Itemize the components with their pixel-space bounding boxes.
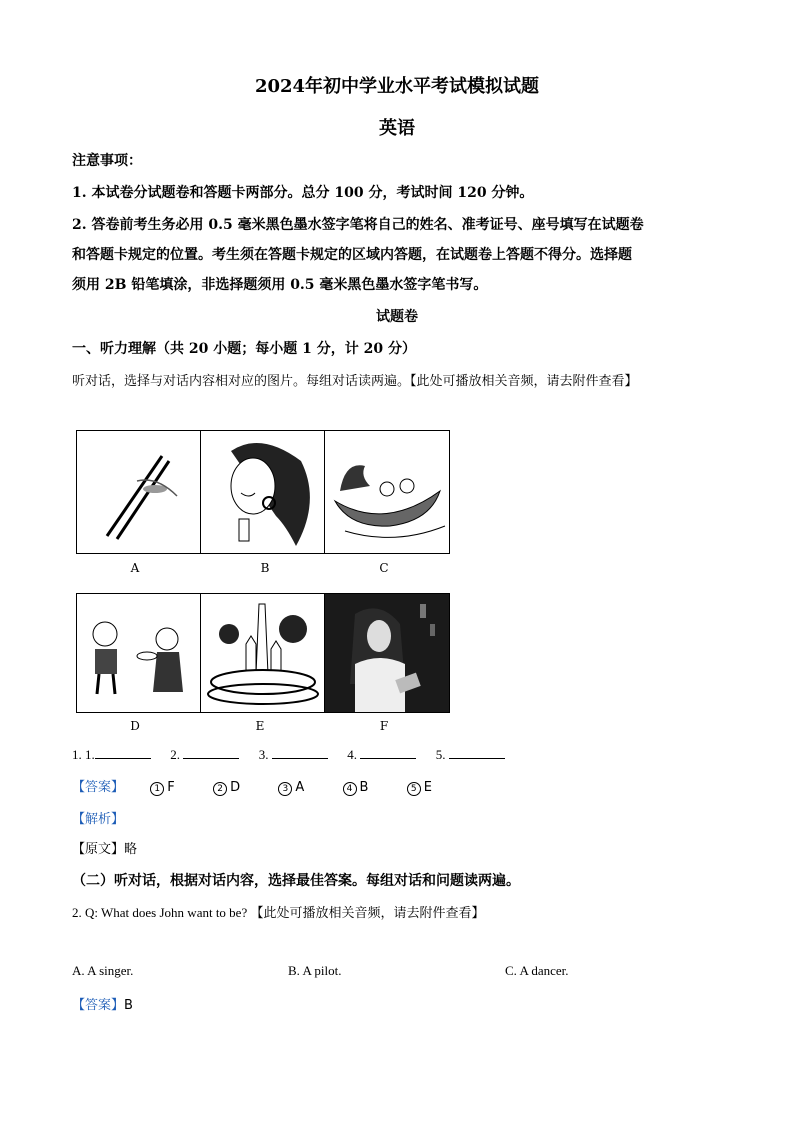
blank-4[interactable]: [360, 746, 416, 759]
notice-heading: 注意事项：: [72, 153, 142, 169]
page-title: 2024年初中学业水平考试模拟试题: [254, 76, 540, 97]
picture-chopsticks: [77, 431, 201, 553]
blank-label-1: 1. 1.: [72, 747, 95, 762]
part2-answer: [72, 994, 133, 1013]
picture-row-1: [76, 430, 450, 554]
part2-heading: （二）听对话，根据对话内容，选择最佳答案。每组对话和问题读两遍。: [72, 873, 520, 889]
blank-2[interactable]: [183, 746, 239, 759]
answer-item-3: 3 A: [278, 780, 304, 795]
subject-title: 英语: [379, 118, 415, 139]
notice-item-2-line-3: 须用 2B 铅笔填涂，非选择题须用 0.5 毫米黑色墨水签字笔书写。: [72, 277, 488, 293]
part2-answer-value: B: [124, 998, 133, 1013]
blank-1[interactable]: [95, 746, 151, 759]
original-text: 【原文】略: [72, 842, 138, 857]
part2-answer-label: 【答案】: [72, 998, 125, 1013]
blank-label-5: 5.: [435, 747, 446, 762]
picture-caption-b: B: [260, 561, 270, 575]
picture-two-kids-eating: [77, 594, 201, 712]
picture-caption-d: D: [130, 719, 140, 733]
blank-5[interactable]: [449, 746, 505, 759]
answer-item-2: 2 D: [213, 780, 240, 795]
picture-woman-singing: [201, 431, 325, 553]
option-c[interactable]: C. A dancer.: [505, 963, 569, 978]
blank-3[interactable]: [272, 746, 328, 759]
picture-row-2: [76, 593, 450, 713]
part1-answer-row: [72, 776, 432, 796]
answer-label: 【答案】: [72, 780, 125, 795]
answer-item-5: 5 E: [407, 780, 432, 795]
notice-item-2-line-1: 2. 答卷前考生务必用 0.5 毫米黑色墨水签字笔将自己的姓名、准考证号、座号填写在试题卷: [72, 217, 644, 233]
option-a[interactable]: A. A singer.: [72, 963, 134, 978]
notice-item-2-line-2: 和答题卡规定的位置。考生须在答题卡规定的区域内答题，在试题卷上答题不得分。选择题: [72, 247, 632, 263]
blank-label-4: 4.: [347, 747, 357, 762]
analysis-label: 【解析】: [72, 812, 125, 827]
picture-caption-f: F: [379, 719, 389, 733]
picture-girl-with-tablet: [325, 594, 449, 712]
picture-caption-a: A: [130, 561, 140, 575]
answer-item-1: 1 F: [150, 780, 174, 795]
section-label: 试题卷: [376, 309, 418, 325]
blank-label-2: 2.: [170, 747, 180, 762]
option-b[interactable]: B. A pilot.: [288, 963, 342, 978]
notice-item-1: 1. 本试卷分试题卷和答题卡两部分。总分 100 分，考试时间 120 分钟。: [72, 185, 534, 201]
picture-dragon-boat: [325, 431, 449, 553]
picture-caption-c: C: [379, 561, 389, 575]
blank-label-3: 3.: [258, 747, 269, 762]
part1-instruction: 听对话，选择与对话内容相对应的图片。每组对话读两遍。【此处可播放相关音频，请去附件查看】: [72, 374, 638, 389]
picture-rocket-model: [201, 594, 325, 712]
part1-heading: 一、听力理解（共 20 小题；每小题 1 分，计 20 分）: [72, 341, 416, 357]
answer-blanks: [72, 746, 505, 763]
answer-item-4: 4 B: [343, 780, 369, 795]
picture-caption-e: E: [255, 719, 265, 733]
question-2: 2. Q: What does John want to be? 【此处可播放相关音频，请去附件查看】: [72, 905, 485, 920]
